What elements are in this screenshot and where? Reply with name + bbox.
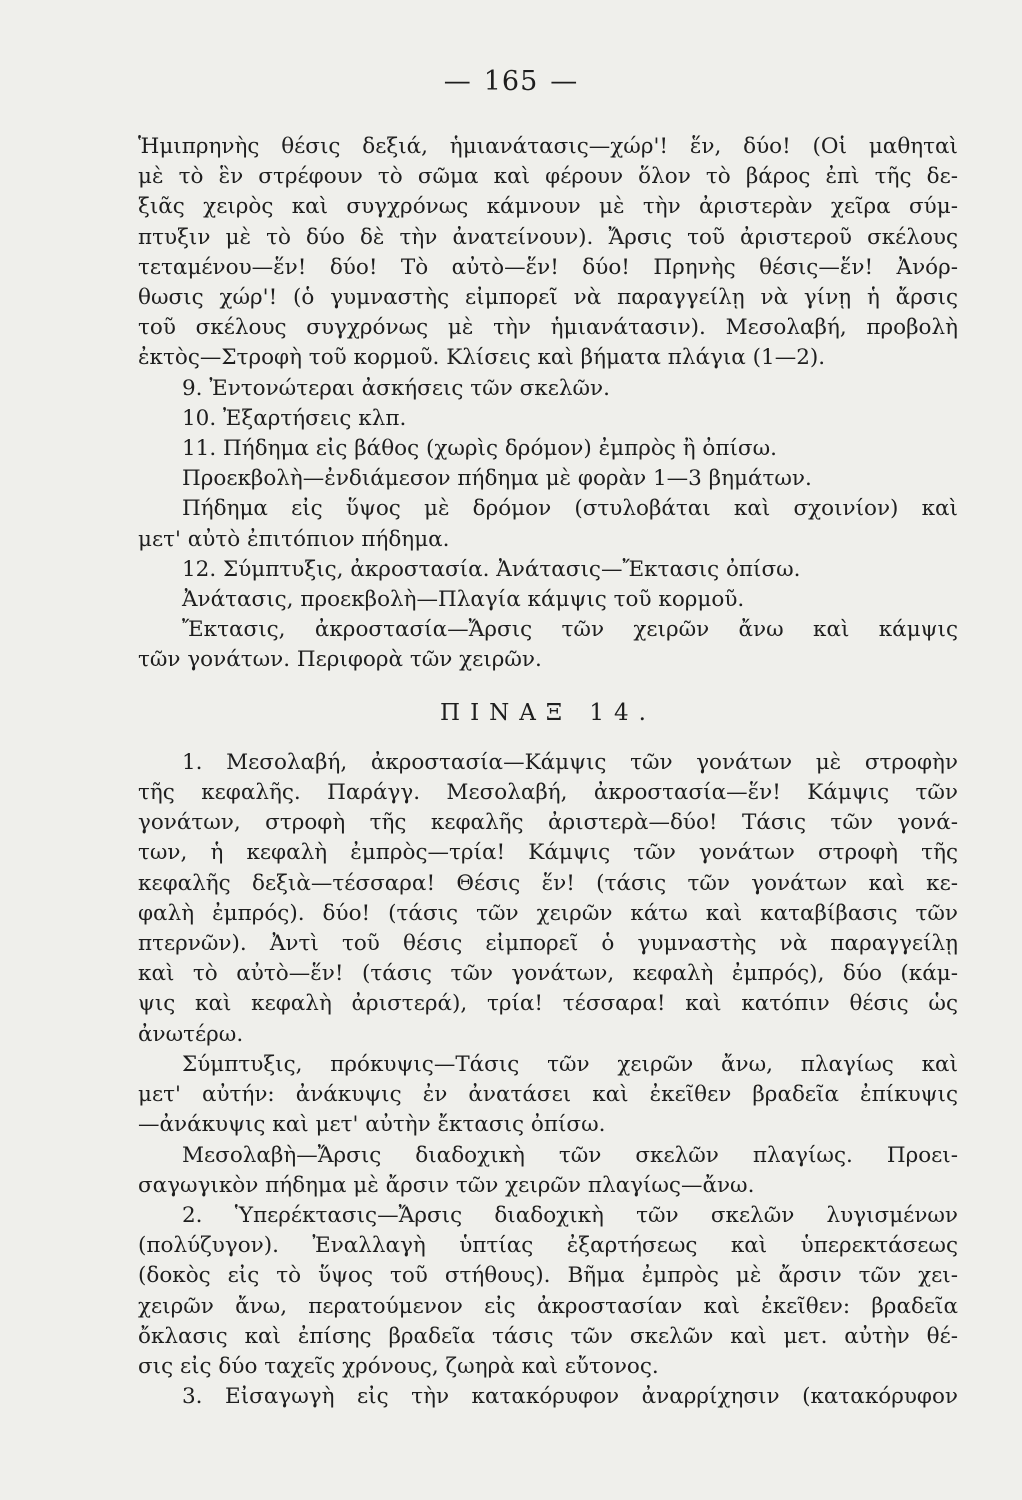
text-line: (πολύζυγον). Ἐναλλαγὴ ὑπτίας ἐξαρτήσεως καὶ ὑπερεκτάσεως: [138, 1233, 958, 1259]
text-line: καὶ τὸ αὐτὸ—ἕν! (τάσις τῶν γονάτων, κεφαλὴ ἐμπρός), δύο (κάμ-: [138, 961, 958, 987]
text-line: φαλὴ ἐμπρός). δύο! (τάσις τῶν χειρῶν κάτω καὶ καταβίβασις τῶν: [138, 900, 958, 926]
text-line: σις εἰς δύο ταχεῖς χρόνους, ζωηρὰ καὶ εὔτονος.: [138, 1353, 659, 1379]
table-heading: ΠΙΝΑΞ 14.: [440, 699, 656, 726]
text-line: πτυξιν μὲ τὸ δύο δὲ τὴν ἀνατείνουν). Ἄρσις τοῦ ἀριστεροῦ σκέλους: [138, 224, 958, 250]
text-line: τῶν γονάτων. Περιφορὰ τῶν χειρῶν.: [138, 647, 542, 673]
text-line: 3. Εἰσαγωγὴ εἰς τὴν κατακόρυφον ἀναρρίχησιν (κατακόρυφον: [182, 1384, 958, 1410]
page-number-dash-right: —: [550, 66, 579, 97]
text-line: Μεσολαβὴ—Ἄρσις διαδοχικὴ τῶν σκελῶν πλαγίως. Προει-: [182, 1142, 958, 1168]
text-line: σαγωγικὸν πήδημα μὲ ἄρσιν τῶν χειρῶν πλαγίως—ἄνω.: [138, 1172, 755, 1198]
text-line: Πήδημα εἰς ὕψος μὲ δρόμον (στυλοβάται καὶ σχοινίον) καὶ: [182, 496, 958, 522]
text-line: χειρῶν ἄνω, περατούμενον εἰς ἀκροστασίαν καὶ ἐκεῖθεν: βραδεῖα: [138, 1293, 958, 1319]
page-number: [0, 66, 1022, 97]
text-line: θωσις χώρ'! (ὁ γυμναστὴς εἰμπορεῖ νὰ παραγγείλῃ νὰ γίνῃ ἡ ἄρσις: [138, 285, 958, 311]
text-line: τεταμένου—ἕν! δύο! Τὸ αὐτὸ—ἕν! δύο! Πρηνὴς θέσις—ἕν! Ἀνόρ-: [138, 254, 958, 280]
page-number-value: 165: [483, 66, 539, 97]
text-line: γονάτων, στροφὴ τῆς κεφαλῆς ἀριστερὰ—δύο! Τάσις τῶν γονά-: [138, 810, 958, 836]
page-number-dash-left: —: [443, 66, 472, 97]
list-item-12: 12. Σύμπτυξις, ἀκροστασία. Ἀνάτασις—Ἔκτασις ὀπίσω.: [182, 556, 801, 582]
text-line: Ἔκτασις, ἀκροστασία—Ἄρσις τῶν χειρῶν ἄνω καὶ κάμψις: [182, 617, 958, 643]
text-line: των, ἡ κεφαλὴ ἐμπρὸς—τρία! Κάμψις τῶν γονάτων στροφὴ τῆς: [138, 840, 958, 866]
text-line: —ἀνάκυψις καὶ μετ' αὐτὴν ἔκτασις ὀπίσω.: [138, 1112, 606, 1138]
text-line: ψις καὶ κεφαλὴ ἀριστερά), τρία! τέσσαρα! καὶ κατόπιν θέσις ὡς: [138, 991, 958, 1017]
text-line: Σύμπτυξις, πρόκυψις—Τάσις τῶν χειρῶν ἄνω, πλαγίως καὶ: [182, 1051, 958, 1077]
text-line: πτερνῶν). Ἀντὶ τοῦ θέσις εἰμπορεῖ ὁ γυμναστὴς νὰ παραγγείλῃ: [138, 931, 958, 957]
text-line: (δοκὸς εἰς τὸ ὕψος τοῦ στήθους). Βῆμα ἐμπρὸς μὲ ἄρσιν τῶν χει-: [138, 1263, 958, 1289]
text-line: τοῦ σκέλους συγχρόνως μὲ τὴν ἡμιανάτασιν). Μεσολαβή, προβολὴ: [138, 315, 958, 341]
list-item-10: 10. Ἐξαρτήσεις κλπ.: [182, 405, 407, 431]
page-body: [138, 132, 958, 1412]
text-line: μετ' αὐτήν: ἀνάκυψις ἐν ἀνατάσει καὶ ἐκεῖθεν βραδεῖα ἐπίκυψις: [138, 1082, 958, 1108]
text-line: μετ' αὐτὸ ἐπιτόπιον πήδημα.: [138, 526, 450, 552]
text-line: ξιᾶς χειρὸς καὶ συγχρόνως κάμνουν μὲ τὴν ἀριστερὰν χεῖρα σύμ-: [138, 194, 958, 220]
text-line: ὄκλασις καὶ ἐπίσης βραδεῖα τάσις τῶν σκελῶν καὶ μετ. αὐτὴν θέ-: [138, 1323, 958, 1349]
text-line: Ἡμιπρηνὴς θέσις δεξιά, ἡμιανάτασις—χώρ'! ἕν, δύο! (Οἱ μαθηταὶ: [138, 134, 958, 159]
text-line: 2. Ὑπερέκτασις—Ἄρσις διαδοχικὴ τῶν σκελῶν λυγισμένων: [182, 1202, 958, 1228]
text-line: ἀνωτέρω.: [138, 1021, 244, 1047]
text-line: ἐκτὸς—Στροφὴ τοῦ κορμοῦ. Κλίσεις καὶ βήματα πλάγια (1—2).: [138, 345, 826, 371]
text-line: 1. Μεσολαβή, ἀκροστασία—Κάμψις τῶν γονάτων μὲ στροφὴν: [182, 749, 958, 775]
list-item-9: 9. Ἐντονώτεραι ἀσκήσεις τῶν σκελῶν.: [182, 375, 610, 401]
text-line: τῆς κεφαλῆς. Παράγγ. Μεσολαβή, ἀκροστασία—ἕν! Κάμψις τῶν: [138, 780, 958, 806]
list-item-11: 11. Πήδημα εἰς βάθος (χωρὶς δρόμον) ἐμπρὸς ἢ ὀπίσω.: [182, 436, 777, 462]
text-line: Προεκβολὴ—ἐνδιάμεσον πήδημα μὲ φορὰν 1—3 βημάτων.: [182, 466, 812, 492]
text-line: Ἀνάτασις, προεκβολὴ—Πλαγία κάμψις τοῦ κορμοῦ.: [182, 587, 745, 613]
text-line: κεφαλῆς δεξιὰ—τέσσαρα! Θέσις ἕν! (τάσις τῶν γονάτων καὶ κε-: [138, 870, 958, 896]
text-line: μὲ τὸ ἓν στρέφουν τὸ σῶμα καὶ φέρουν ὅλον τὸ βάρος ἐπὶ τῆς δε-: [138, 164, 958, 190]
